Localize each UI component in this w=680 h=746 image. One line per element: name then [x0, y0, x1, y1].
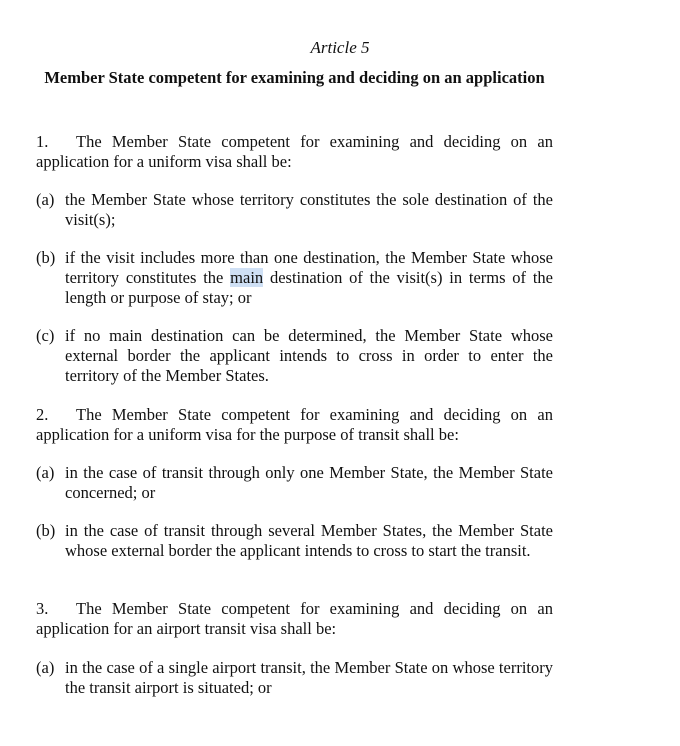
article-title: Article 5: [310, 38, 370, 57]
item-label: (c): [36, 326, 55, 345]
item-label: (b): [36, 248, 56, 267]
list-item-1b: [36, 248, 553, 308]
item-text: the Member State whose territory constitutes the sole destination of the visit(s);: [65, 190, 553, 229]
paragraph-number: 1.: [36, 132, 49, 151]
highlighted-word[interactable]: main: [230, 268, 264, 287]
list-item-1c: [36, 326, 553, 386]
article-heading: Member State competent for examining and deciding on an application: [44, 68, 545, 87]
paragraph-2: [36, 405, 553, 445]
paragraph-text: The Member State competent for examining and deciding on an application for an airport transit visa shall be:: [36, 599, 553, 638]
paragraph-text: The Member State competent for examining and deciding on an application for a uniform visa shall be:: [36, 132, 553, 171]
list-item-2a: [36, 463, 553, 503]
paragraph-text: The Member State competent for examining and deciding on an application for a uniform visa for the purpose of transit shall be:: [36, 405, 553, 444]
list-item-2b: [36, 521, 553, 561]
item-text: in the case of a single airport transit, the Member State on whose territory the transit airport is situated; or: [65, 658, 553, 697]
item-label: (a): [36, 190, 55, 209]
item-text-end: destination of the visit(s) in terms of the length or purpose of stay; or: [65, 268, 553, 307]
paragraph-number: 2.: [36, 405, 49, 424]
list-item-3a: [36, 658, 553, 698]
item-text: in the case of transit through several Member States, the Member State whose external border the applicant intends to cross to start the transit.: [65, 521, 553, 560]
paragraph-3: [36, 599, 553, 639]
item-text: in the case of transit through only one Member State, the Member State concerned; or: [65, 463, 553, 502]
paragraph-number: 3.: [36, 599, 49, 618]
item-label: (b): [36, 521, 56, 540]
list-item-1a: [36, 190, 553, 230]
item-text: if no main destination can be determined, the Member State whose external border the applicant intends to cross in order to enter the territory of the Member States.: [65, 326, 553, 385]
item-label: (a): [36, 658, 55, 677]
paragraph-1: [36, 132, 553, 172]
item-label: (a): [36, 463, 55, 482]
item-text-start: if the visit includes more than one destination, the Member State whose territory constitutes the: [65, 248, 553, 287]
